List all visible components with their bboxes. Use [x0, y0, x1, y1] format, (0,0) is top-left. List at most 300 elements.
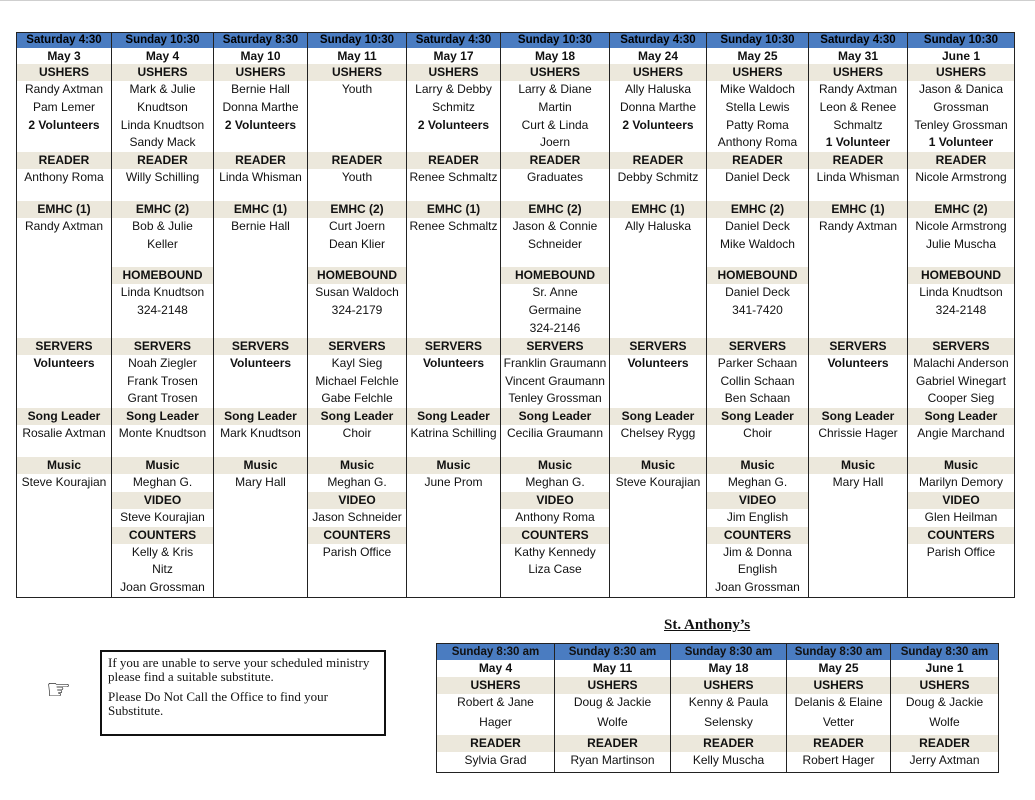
music-name: Mary Hall: [809, 474, 908, 492]
service-date: May 31: [809, 48, 908, 64]
counters-label: [17, 527, 112, 544]
usher-name: Curt & Linda: [501, 117, 610, 135]
server-name: Kayl Sieg: [308, 355, 407, 373]
server-name: Volunteers: [407, 355, 501, 373]
server-name: [17, 390, 112, 408]
ushers-row: [17, 99, 1015, 117]
ushers-label: USHERS: [308, 64, 407, 81]
server-name: Gabriel Winegart: [908, 373, 1015, 391]
reader-row: [17, 169, 1015, 187]
homebound-label: HOMEBOUND: [308, 267, 407, 284]
ushers-label: USHERS: [809, 64, 908, 81]
music-label: Music: [214, 457, 308, 474]
emhc-label: EMHC (2): [501, 201, 610, 218]
homebound-entry: 324-2146: [501, 320, 610, 338]
sa-service-date: May 25: [787, 660, 891, 677]
spacer-cell: [501, 253, 610, 267]
homebound-entry: [17, 284, 112, 302]
reader-label: READER: [407, 152, 501, 169]
sa-ushers-label: USHERS: [671, 677, 787, 694]
sa-service-time: Sunday 8:30 am: [787, 644, 891, 661]
homebound-label: HOMEBOUND: [501, 267, 610, 284]
server-name: Volunteers: [17, 355, 112, 373]
homebound-label: [809, 267, 908, 284]
counter-name: [610, 561, 707, 579]
emhc-name: Daniel Deck: [707, 218, 809, 236]
sa-reader-name: Jerry Axtman: [891, 752, 999, 773]
spacer-cell: [501, 187, 610, 201]
usher-name: Mark & Julie: [112, 81, 214, 99]
homebound-label: [17, 267, 112, 284]
spacer-cell: [17, 443, 112, 457]
service-time: Sunday 10:30: [308, 33, 407, 49]
sa-usher-name: Doug & Jackie: [891, 694, 999, 714]
ushers-label: USHERS: [610, 64, 707, 81]
service-time: Sunday 10:30: [908, 33, 1015, 49]
video-label: VIDEO: [501, 492, 610, 509]
servers-label: SERVERS: [17, 338, 112, 355]
emhc-name: Randy Axtman: [17, 218, 112, 236]
reader-label: READER: [501, 152, 610, 169]
spacer-cell: [908, 443, 1015, 457]
counter-name: [407, 579, 501, 597]
usher-name: Pam Lemer: [17, 99, 112, 117]
homebound-entry: [308, 320, 407, 338]
emhc-name: Dean Klier: [308, 236, 407, 254]
spacer-cell: [17, 253, 112, 267]
counter-name: [407, 561, 501, 579]
server-name: Gabe Felchle: [308, 390, 407, 408]
music-name: June Prom: [407, 474, 501, 492]
sa-reader-name: Kelly Muscha: [671, 752, 787, 773]
homebound-entry: [112, 320, 214, 338]
servers-label: SERVERS: [908, 338, 1015, 355]
spacer-cell: [809, 253, 908, 267]
emhc-name: Randy Axtman: [809, 218, 908, 236]
homebound-entry: [610, 302, 707, 320]
sa-service-time: Sunday 8:30 am: [437, 644, 555, 661]
reader-name: Linda Whisman: [214, 169, 308, 187]
servers-label: SERVERS: [707, 338, 809, 355]
sa-ushers-label: USHERS: [891, 677, 999, 694]
server-name: [610, 373, 707, 391]
server-name: Grant Trosen: [112, 390, 214, 408]
video-label: [214, 492, 308, 509]
counter-name: [17, 544, 112, 562]
counters-label: COUNTERS: [112, 527, 214, 544]
reader-name: Renee Schmaltz: [407, 169, 501, 187]
sa-service-time: Sunday 8:30 am: [671, 644, 787, 661]
video-name: Jim English: [707, 509, 809, 527]
servers-label: SERVERS: [809, 338, 908, 355]
song-leader-row: [17, 425, 1015, 443]
sa-ushers-label: USHERS: [787, 677, 891, 694]
spacer-cell: [214, 443, 308, 457]
spacer-cell: [908, 187, 1015, 201]
ushers-label: USHERS: [407, 64, 501, 81]
servers-label: SERVERS: [308, 338, 407, 355]
spacer-cell: [214, 253, 308, 267]
reader-label: READER: [214, 152, 308, 169]
video-label: [17, 492, 112, 509]
counter-name: [308, 579, 407, 597]
usher-name: Leon & Renee: [809, 99, 908, 117]
spacer-cell: [809, 187, 908, 201]
servers-row: [17, 355, 1015, 373]
spacer-row: [17, 187, 1015, 201]
spacer-cell: [610, 187, 707, 201]
homebound-entry: [707, 320, 809, 338]
service-time: Sunday 10:30: [707, 33, 809, 49]
sa-reader-label: READER: [787, 735, 891, 752]
counter-name: Parish Office: [908, 544, 1015, 562]
sa-reader-label: READER: [437, 735, 555, 752]
service-date: May 24: [610, 48, 707, 64]
service-date: May 25: [707, 48, 809, 64]
sa-usher-name: Hager: [437, 714, 555, 734]
counter-name: Nitz: [112, 561, 214, 579]
spacer-cell: [112, 187, 214, 201]
emhc-label-row: [17, 201, 1015, 218]
emhc-name: Mike Waldoch: [707, 236, 809, 254]
reader-name: Nicole Armstrong: [908, 169, 1015, 187]
server-name: Noah Ziegler: [112, 355, 214, 373]
emhc-name: Nicole Armstrong: [908, 218, 1015, 236]
spacer-cell: [707, 443, 809, 457]
reader-label-row: [17, 152, 1015, 169]
counter-name: Parish Office: [308, 544, 407, 562]
homebound-entry: [407, 320, 501, 338]
music-label: Music: [610, 457, 707, 474]
emhc-label: EMHC (1): [407, 201, 501, 218]
music-label: Music: [407, 457, 501, 474]
service-time: Saturday 4:30: [17, 33, 112, 49]
spacer-cell: [308, 443, 407, 457]
sa-service-date: May 18: [671, 660, 787, 677]
song-leader-label-row: [17, 408, 1015, 425]
usher-name: 1 Volunteer: [809, 134, 908, 152]
emhc-label: EMHC (1): [809, 201, 908, 218]
usher-name: [610, 134, 707, 152]
counter-name: [214, 579, 308, 597]
servers-label: SERVERS: [610, 338, 707, 355]
ushers-label: USHERS: [17, 64, 112, 81]
emhc-name: [809, 236, 908, 254]
usher-name: Randy Axtman: [809, 81, 908, 99]
video-name: [809, 509, 908, 527]
music-name: Marilyn Demory: [908, 474, 1015, 492]
music-name: Mary Hall: [214, 474, 308, 492]
emhc-row: [17, 218, 1015, 236]
song-leader-name: Cecilia Graumann: [501, 425, 610, 443]
song-leader-label: Song Leader: [112, 408, 214, 425]
spacer-cell: [707, 253, 809, 267]
counter-name: Joan Grossman: [112, 579, 214, 597]
sa-reader-label: READER: [671, 735, 787, 752]
homebound-label-row: [17, 267, 1015, 284]
homebound-entry: 341-7420: [707, 302, 809, 320]
music-label-row: [17, 457, 1015, 474]
homebound-entry: Sr. Anne: [501, 284, 610, 302]
ushers-label: USHERS: [707, 64, 809, 81]
homebound-entry: 324-2148: [112, 302, 214, 320]
usher-name: 1 Volunteer: [908, 134, 1015, 152]
spacer-cell: [112, 253, 214, 267]
music-label: Music: [707, 457, 809, 474]
spacer-cell: [407, 443, 501, 457]
usher-name: Larry & Diane: [501, 81, 610, 99]
emhc-name: [610, 236, 707, 254]
sa-usher-name: Wolfe: [891, 714, 999, 734]
homebound-entry: [809, 320, 908, 338]
counters-label: [610, 527, 707, 544]
sa-service-time: Sunday 8:30 am: [891, 644, 999, 661]
counter-name: [407, 544, 501, 562]
video-name: Steve Kourajian: [112, 509, 214, 527]
servers-label: SERVERS: [407, 338, 501, 355]
video-label: VIDEO: [707, 492, 809, 509]
emhc-label: EMHC (2): [112, 201, 214, 218]
counter-name: [610, 579, 707, 597]
song-leader-label: Song Leader: [501, 408, 610, 425]
video-name: Anthony Roma: [501, 509, 610, 527]
song-leader-name: Choir: [707, 425, 809, 443]
counters-row: [17, 561, 1015, 579]
usher-name: Grossman: [908, 99, 1015, 117]
reader-label: READER: [112, 152, 214, 169]
emhc-name: [214, 236, 308, 254]
usher-name: Martin: [501, 99, 610, 117]
note-line-2: Please Do Not Call the Office to find your Substitute.: [108, 689, 328, 718]
server-name: Franklin Graumann: [501, 355, 610, 373]
server-name: Volunteers: [610, 355, 707, 373]
homebound-label: HOMEBOUND: [908, 267, 1015, 284]
spacer-cell: [17, 187, 112, 201]
service-date: May 11: [308, 48, 407, 64]
sa-reader-row: [437, 752, 999, 773]
server-name: [610, 390, 707, 408]
server-name: Volunteers: [214, 355, 308, 373]
spacer-cell: [308, 253, 407, 267]
sa-reader-name: Robert Hager: [787, 752, 891, 773]
usher-name: Donna Marthe: [610, 99, 707, 117]
video-name: Glen Heilman: [908, 509, 1015, 527]
st-anthony-title: St. Anthony’s: [664, 617, 751, 633]
counter-name: Joan Grossman: [707, 579, 809, 597]
video-label: VIDEO: [112, 492, 214, 509]
song-leader-label: Song Leader: [308, 408, 407, 425]
service-date: May 18: [501, 48, 610, 64]
counter-name: Jim & Donna: [707, 544, 809, 562]
video-label: [610, 492, 707, 509]
service-time: Saturday 4:30: [407, 33, 501, 49]
music-label: Music: [809, 457, 908, 474]
counters-row: [17, 579, 1015, 597]
song-leader-name: Chrissie Hager: [809, 425, 908, 443]
music-label: Music: [908, 457, 1015, 474]
sa-service-date: May 11: [555, 660, 671, 677]
ushers-label-row: [17, 64, 1015, 81]
emhc-name: Keller: [112, 236, 214, 254]
usher-name: [17, 134, 112, 152]
spacer-cell: [908, 253, 1015, 267]
server-name: [17, 373, 112, 391]
homebound-label: HOMEBOUND: [707, 267, 809, 284]
sa-service-row: [437, 644, 999, 661]
server-name: Parker Schaan: [707, 355, 809, 373]
video-name: [407, 509, 501, 527]
counters-label: [407, 527, 501, 544]
date-row: [17, 48, 1015, 64]
counter-name: [214, 544, 308, 562]
song-leader-name: Chelsey Rygg: [610, 425, 707, 443]
spacer-cell: [501, 443, 610, 457]
reader-label: READER: [809, 152, 908, 169]
reader-label: READER: [908, 152, 1015, 169]
counter-name: [809, 544, 908, 562]
song-leader-name: Rosalie Axtman: [17, 425, 112, 443]
spacer-cell: [707, 187, 809, 201]
server-name: [407, 390, 501, 408]
homebound-entry: [610, 320, 707, 338]
sa-usher-name: Delanis & Elaine: [787, 694, 891, 714]
emhc-label: EMHC (2): [908, 201, 1015, 218]
song-leader-name: Angie Marchand: [908, 425, 1015, 443]
homebound-entry: [17, 302, 112, 320]
music-name: Meghan G.: [112, 474, 214, 492]
emhc-name: Bernie Hall: [214, 218, 308, 236]
server-name: Cooper Sieg: [908, 390, 1015, 408]
homebound-row: [17, 284, 1015, 302]
ushers-label: USHERS: [214, 64, 308, 81]
counter-name: [17, 579, 112, 597]
servers-label: SERVERS: [501, 338, 610, 355]
usher-name: Youth: [308, 81, 407, 99]
ushers-row: [17, 117, 1015, 135]
counters-label: COUNTERS: [501, 527, 610, 544]
usher-name: 2 Volunteers: [214, 117, 308, 135]
service-header-row: [17, 33, 1015, 49]
music-label: Music: [112, 457, 214, 474]
sa-ushers-label: USHERS: [555, 677, 671, 694]
usher-name: Linda Knudtson: [112, 117, 214, 135]
counter-name: [809, 579, 908, 597]
emhc-name: Curt Joern: [308, 218, 407, 236]
counters-row: [17, 544, 1015, 562]
usher-name: [214, 134, 308, 152]
homebound-entry: 324-2148: [908, 302, 1015, 320]
music-name: Steve Kourajian: [17, 474, 112, 492]
song-leader-label: Song Leader: [610, 408, 707, 425]
emhc-label: EMHC (2): [308, 201, 407, 218]
usher-name: 2 Volunteers: [610, 117, 707, 135]
spacer-cell: [610, 443, 707, 457]
emhc-name: Renee Schmaltz: [407, 218, 501, 236]
service-date: May 4: [112, 48, 214, 64]
homebound-entry: [214, 302, 308, 320]
music-label: Music: [501, 457, 610, 474]
video-name: [214, 509, 308, 527]
counter-name: [809, 561, 908, 579]
usher-name: [308, 134, 407, 152]
usher-name: Joern: [501, 134, 610, 152]
emhc-label: EMHC (1): [610, 201, 707, 218]
sa-service-date: May 4: [437, 660, 555, 677]
counters-label: [809, 527, 908, 544]
service-time: Saturday 8:30: [214, 33, 308, 49]
homebound-entry: [214, 284, 308, 302]
spacer-row: [17, 443, 1015, 457]
counters-label: COUNTERS: [908, 527, 1015, 544]
server-name: [809, 390, 908, 408]
homebound-entry: [407, 284, 501, 302]
counter-name: Kathy Kennedy: [501, 544, 610, 562]
server-name: [809, 373, 908, 391]
homebound-entry: 324-2179: [308, 302, 407, 320]
usher-name: Patty Roma: [707, 117, 809, 135]
homebound-entry: [610, 284, 707, 302]
server-name: Michael Felchle: [308, 373, 407, 391]
usher-name: Tenley Grossman: [908, 117, 1015, 135]
reader-name: Linda Whisman: [809, 169, 908, 187]
homebound-label: [214, 267, 308, 284]
usher-name: Bernie Hall: [214, 81, 308, 99]
service-time: Saturday 4:30: [809, 33, 908, 49]
reader-label: READER: [308, 152, 407, 169]
homebound-entry: [809, 302, 908, 320]
pointing-hand-icon: ☞: [46, 673, 72, 706]
usher-name: Donna Marthe: [214, 99, 308, 117]
st-anthony-table: [436, 643, 999, 773]
counter-name: [501, 579, 610, 597]
emhc-label: EMHC (1): [17, 201, 112, 218]
servers-label: SERVERS: [214, 338, 308, 355]
ushers-row: [17, 134, 1015, 152]
music-name: Meghan G.: [707, 474, 809, 492]
homebound-entry: [809, 284, 908, 302]
usher-name: Ally Haluska: [610, 81, 707, 99]
homebound-label: HOMEBOUND: [112, 267, 214, 284]
song-leader-label: Song Leader: [908, 408, 1015, 425]
usher-name: Mike Waldoch: [707, 81, 809, 99]
service-date: June 1: [908, 48, 1015, 64]
reader-label: READER: [17, 152, 112, 169]
server-name: Frank Trosen: [112, 373, 214, 391]
music-row: [17, 474, 1015, 492]
spacer-cell: [112, 443, 214, 457]
reader-name: Anthony Roma: [17, 169, 112, 187]
servers-label-row: [17, 338, 1015, 355]
counter-name: [17, 561, 112, 579]
emhc-name: Schneider: [501, 236, 610, 254]
homebound-entry: [908, 320, 1015, 338]
counter-name: Kelly & Kris: [112, 544, 214, 562]
counter-name: English: [707, 561, 809, 579]
emhc-name: Jason & Connie: [501, 218, 610, 236]
song-leader-name: Mark Knudtson: [214, 425, 308, 443]
spacer-row: [17, 253, 1015, 267]
servers-row: [17, 390, 1015, 408]
ushers-label: USHERS: [112, 64, 214, 81]
counters-label-row: [17, 527, 1015, 544]
server-name: [214, 390, 308, 408]
homebound-label: [407, 267, 501, 284]
homebound-entry: Linda Knudtson: [908, 284, 1015, 302]
sa-usher-name: Selensky: [671, 714, 787, 734]
sa-reader-label: READER: [891, 735, 999, 752]
video-name: Jason Schneider: [308, 509, 407, 527]
sa-service-date: June 1: [891, 660, 999, 677]
